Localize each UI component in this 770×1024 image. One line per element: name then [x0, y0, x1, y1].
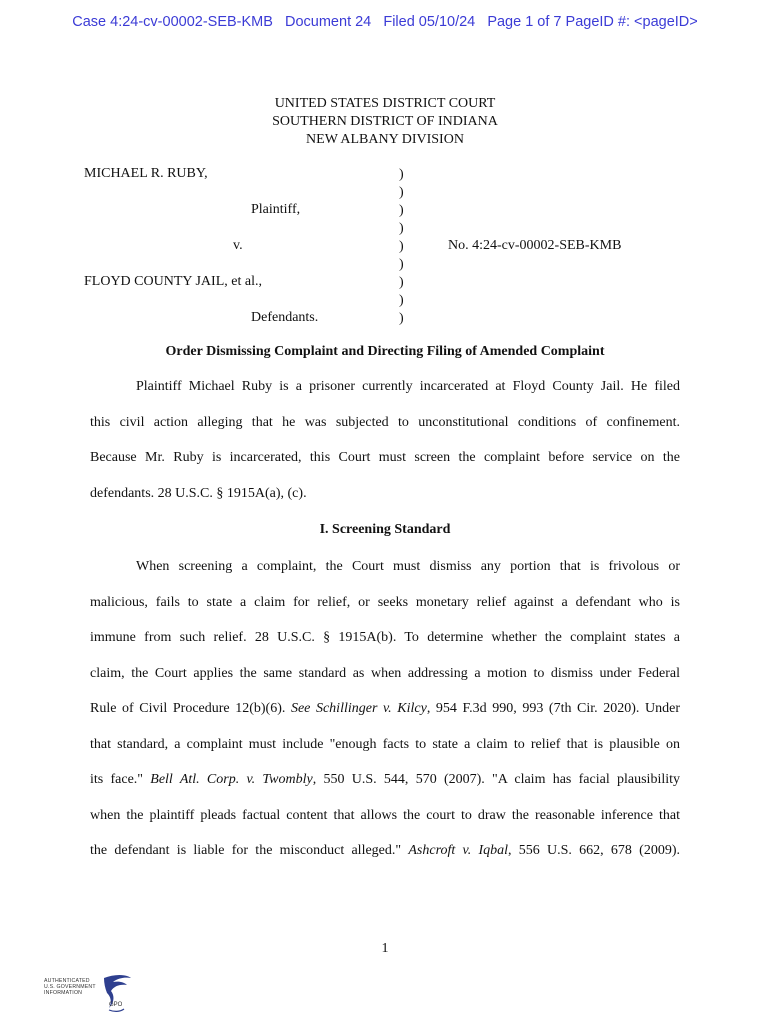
- intro-line: defendants. 28 U.S.C. § 1915A(a), (c).: [90, 485, 307, 501]
- gpo-logo-line: AUTHENTICATED: [44, 978, 90, 984]
- body-line: immune from such relief. 28 U.S.C. § 1915A(b). To determine whether the complaint states a: [90, 630, 680, 645]
- caption-paren: ): [399, 275, 404, 290]
- filing-header-stamp: Case 4:24-cv-00002-SEB-KMB Document 24 Filed 05/10/24 Page 1 of 7 PageID #: <pageID>: [72, 14, 698, 30]
- gpo-authentication-logo: [44, 972, 134, 1016]
- body-line: [90, 762, 680, 798]
- gpo-eagle-icon: [100, 972, 134, 1016]
- court-name: UNITED STATES DISTRICT COURT: [274, 96, 496, 111]
- body-line: When screening a complaint, the Court must dismiss any portion that is frivolous or: [136, 559, 680, 574]
- gpo-logo-line: INFORMATION: [44, 990, 83, 997]
- intro-paragraph: [90, 369, 680, 511]
- intro-line: Because Mr. Ruby is incarcerated, this Court must screen the complaint before service on the: [90, 450, 680, 465]
- intro-line: this civil action alleging that he was subjected to unconstitutional conditions of confinement.: [90, 414, 680, 430]
- caption-paren: ): [399, 221, 404, 236]
- plaintiff-name: MICHAEL R. RUBY,: [84, 166, 208, 181]
- body-line: malicious, fails to state a claim for relief, or seeks monetary relief against a defendant who is: [90, 594, 680, 610]
- screening-standard-paragraph: [90, 549, 680, 869]
- body-text: Rule of Civil Procedure 12(b)(6).: [90, 701, 291, 716]
- caption-paren: ): [399, 257, 404, 272]
- case-number: No. 4:24-cv-00002-SEB-KMB: [448, 238, 622, 253]
- versus: v.: [233, 238, 243, 253]
- gpo-logo-line: U.S. GOVERNMENT: [44, 984, 96, 991]
- case-citation: Ashcroft v. Iqbal: [408, 843, 509, 858]
- plaintiff-role: Plaintiff,: [251, 202, 301, 217]
- page-number: 1: [381, 941, 389, 956]
- caption-parentheses: [399, 166, 404, 328]
- body-text: its face.": [90, 772, 151, 787]
- caption-paren: ): [399, 185, 404, 200]
- caption-paren: ): [399, 167, 404, 182]
- body-line: [90, 833, 680, 869]
- case-citation: Bell Atl. Corp. v. Twombly: [150, 772, 313, 787]
- order-title: Order Dismissing Complaint and Directing Filing of Amended Complaint: [165, 344, 605, 359]
- defendant-name: FLOYD COUNTY JAIL, et al.,: [84, 274, 262, 289]
- body-text: , 556 U.S. 662, 678 (2009).: [508, 843, 680, 858]
- gpo-mark: GPO: [109, 1002, 123, 1008]
- body-line: claim, the Court applies the same standard as when addressing a motion to dismiss under Federal: [90, 665, 680, 681]
- body-text: the defendant is liable for the misconduct alleged.": [90, 843, 409, 858]
- court-district: SOUTHERN DISTRICT OF INDIANA: [272, 114, 498, 129]
- body-text: , 550 U.S. 544, 570 (2007). "A claim has facial plausibility: [312, 772, 680, 787]
- court-division: NEW ALBANY DIVISION: [306, 132, 464, 147]
- body-line: that standard, a complaint must include "enough facts to state a claim to relief that is plausible on: [90, 736, 680, 752]
- intro-line: Plaintiff Michael Ruby is a prisoner currently incarcerated at Floyd County Jail. He filed: [136, 379, 680, 394]
- gpo-logo-text: [44, 978, 96, 997]
- defendant-role: Defendants.: [251, 310, 319, 325]
- body-line: when the plaintiff pleads factual content that allows the court to draw the reasonable inference that: [90, 807, 680, 823]
- body-text: , 954 F.3d 990, 993 (7th Cir. 2020). Under: [426, 701, 680, 716]
- caption-paren: ): [399, 239, 404, 254]
- caption-paren: ): [399, 311, 404, 326]
- body-line: [90, 691, 680, 727]
- caption-paren: ): [399, 203, 404, 218]
- court-heading: [0, 95, 770, 149]
- caption-paren: ): [399, 293, 404, 308]
- section-heading: I. Screening Standard: [319, 522, 451, 537]
- case-citation: See Schillinger v. Kilcy: [290, 701, 427, 716]
